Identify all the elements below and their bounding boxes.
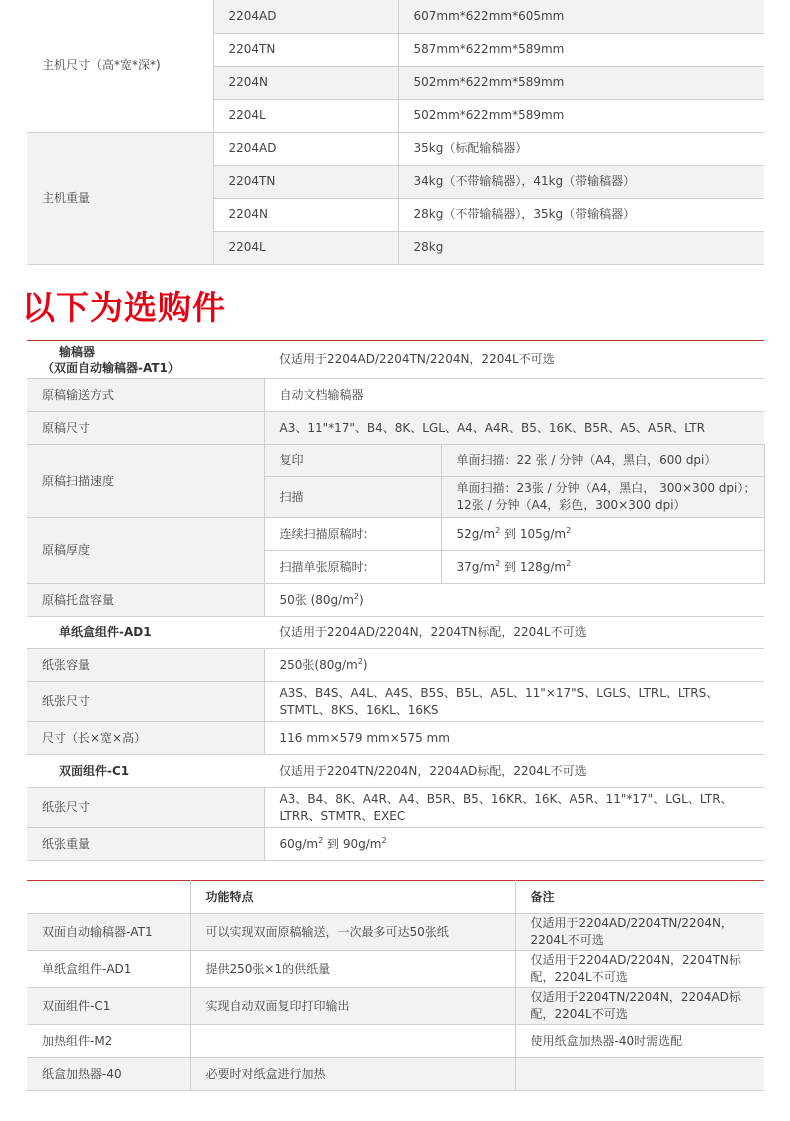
options-table: [27, 340, 765, 861]
feature-desc: 可以实现双面原稿输送，一次最多可达50张纸: [190, 914, 515, 951]
feature-desc: 必要时对纸盒进行加热: [190, 1058, 515, 1091]
at1-continuous-label: 连续扫描原稿时:: [264, 518, 441, 551]
at1-note: 仅适用于2204AD/2204TN/2204N，2204L不可选: [264, 341, 764, 379]
dimension-model: 2204TN: [213, 33, 398, 66]
c1-size-value: A3、B4、8K、A4R、A4、B5R、B5、16KR、16K、A5R、11"*17"、LGL、LTR、LTRR、STMTR、EXEC: [264, 788, 764, 828]
feature-remark: 仅适用于2204AD/2204TN/2204N，2204L不可选: [515, 914, 764, 951]
options-heading: 以下为选购件: [22, 288, 226, 327]
at1-scan-label: 扫描: [264, 477, 441, 518]
dimension-value: 587mm*622mm*589mm: [398, 33, 764, 66]
features-header-feature: 功能特点: [190, 881, 515, 914]
feature-remark: 仅适用于2204TN/2204N，2204AD标配，2204L不可选: [515, 988, 764, 1025]
weight-model: 2204TN: [213, 165, 398, 198]
c1-weight-value: $60g/m^2$ 到 $90g/m^2$: [264, 828, 764, 861]
weight-label: 主机重量: [27, 132, 213, 264]
at1-tray-value: 50张 $(80g/m^2)$: [264, 584, 764, 617]
feature-name: 双面自动输稿器-AT1: [27, 914, 190, 951]
dimension-model: 2204N: [213, 66, 398, 99]
at1-title-line1: 输稿器: [59, 344, 96, 359]
at1-title-line2: （双面自动输稿器-AT1）: [42, 360, 180, 375]
c1-weight-label: 纸张重量: [27, 828, 264, 861]
weight-model: 2204N: [213, 198, 398, 231]
weight-value: 35kg（标配输稿器）: [398, 132, 764, 165]
feature-desc: [190, 1025, 515, 1058]
at1-feed-value: 自动文档输稿器: [264, 379, 764, 412]
ad1-dim-label: 尺寸（长×宽×高）: [27, 722, 264, 755]
at1-single-label: 扫描单张原稿时:: [264, 551, 441, 584]
ad1-title: 单纸盒组件-AD1: [27, 617, 264, 649]
feature-remark: [515, 1058, 764, 1091]
features-table: [27, 880, 764, 1091]
ad1-capacity-label: 纸张容量: [27, 649, 264, 682]
dimension-value: 607mm*622mm*605mm: [398, 0, 764, 33]
features-header-remark: 备注: [515, 881, 764, 914]
at1-tray-label: 原稿托盘容量: [27, 584, 264, 617]
weight-value: 28kg: [398, 231, 764, 264]
feature-name: 纸盒加热器-40: [27, 1058, 190, 1091]
at1-scan-value: 单面扫描：23张 / 分钟（A4，黑白， 300×300 dpi）；12张 / 分钟（A4，彩色，300×300 dpi）: [441, 477, 764, 518]
ad1-size-label: 纸张尺寸: [27, 682, 264, 722]
ad1-size-value: A3S、B4S、A4L、A4S、B5S、B5L、A5L、11"×17"S、LGLS、LTRL、LTRS、STMTL、8KS、16KL、16KS: [264, 682, 764, 722]
feature-name: 双面组件-C1: [27, 988, 190, 1025]
at1-copy-label: 复印: [264, 445, 441, 477]
ad1-dim-value: 116 mm×579 mm×575 mm: [264, 722, 764, 755]
at1-title: [27, 341, 264, 379]
at1-size-label: 原稿尺寸: [27, 412, 264, 445]
feature-name: 单纸盒组件-AD1: [27, 951, 190, 988]
dimensions-label: 主机尺寸（高*宽*深*): [27, 0, 213, 132]
dimension-value: 502mm*622mm*589mm: [398, 66, 764, 99]
ad1-capacity-value: 250张$(80g/m^2)$: [264, 649, 764, 682]
weight-value: 34kg（不带输稿器），41kg（带输稿器）: [398, 165, 764, 198]
dimension-value: 502mm*622mm*589mm: [398, 99, 764, 132]
ad1-note: 仅适用于2204AD/2204N，2204TN标配，2204L不可选: [264, 617, 764, 649]
weight-model: 2204AD: [213, 132, 398, 165]
at1-speed-label: 原稿扫描速度: [27, 445, 264, 518]
at1-thickness-label: 原稿厚度: [27, 518, 264, 584]
weight-model: 2204L: [213, 231, 398, 264]
weight-value: 28kg（不带输稿器），35kg（带输稿器）: [398, 198, 764, 231]
feature-desc: 实现自动双面复印打印输出: [190, 988, 515, 1025]
at1-feed-label: 原稿输送方式: [27, 379, 264, 412]
feature-desc: 提供250张×1的供纸量: [190, 951, 515, 988]
at1-single-value: $37g/m^2$ 到 $128g/m^2$: [441, 551, 764, 584]
c1-size-label: 纸张尺寸: [27, 788, 264, 828]
c1-note: 仅适用于2204TN/2204N，2204AD标配，2204L不可选: [264, 755, 764, 788]
c1-title: 双面组件-C1: [27, 755, 264, 788]
feature-remark: 使用纸盒加热器-40时需选配: [515, 1025, 764, 1058]
spec-table: [27, 0, 764, 265]
dimension-model: 2204AD: [213, 0, 398, 33]
dimension-model: 2204L: [213, 99, 398, 132]
feature-remark: 仅适用于2204AD/2204N，2204TN标配，2204L不可选: [515, 951, 764, 988]
at1-copy-value: 单面扫描：22 张 / 分钟（A4，黑白，600 dpi）: [441, 445, 764, 477]
features-header-name: [27, 881, 190, 914]
at1-size-value: A3、11"*17"、B4、8K、LGL、A4、A4R、B5、16K、B5R、A5、A5R、LTR: [264, 412, 764, 445]
feature-name: 加热组件-M2: [27, 1025, 190, 1058]
at1-continuous-value: $52g/m^2$ 到 $105g/m^2$: [441, 518, 764, 551]
